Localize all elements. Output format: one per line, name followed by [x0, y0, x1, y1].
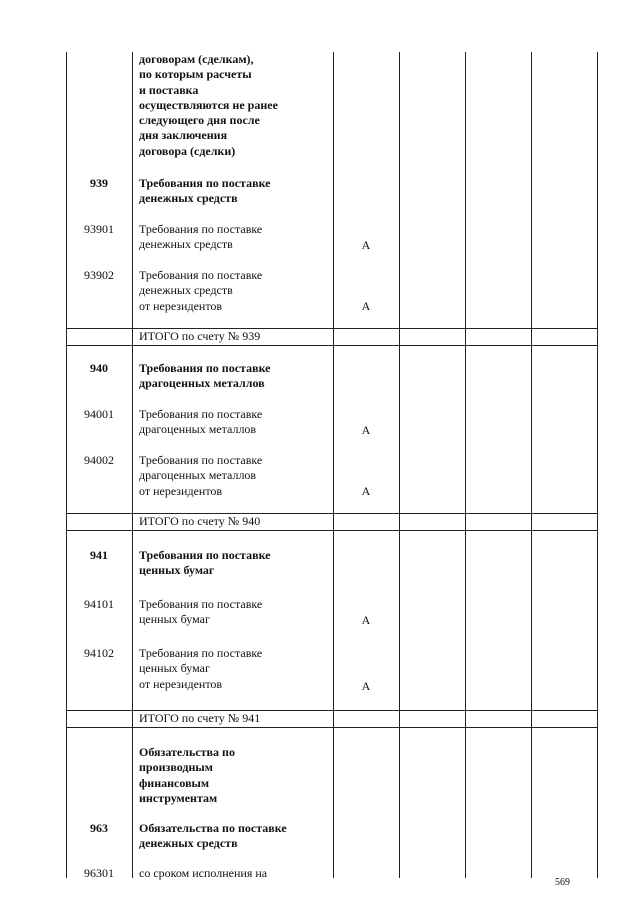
account-type-mark: А [361, 484, 371, 498]
column-rule [597, 52, 598, 878]
account-name: Требования по поставке денежных средств [139, 222, 263, 252]
column-rule [399, 52, 400, 878]
column-rule [465, 52, 466, 878]
total-label: ИТОГО по счету № 941 [139, 711, 261, 725]
account-code: 94102 [84, 646, 114, 660]
account-type-mark: А [361, 238, 371, 252]
account-type-mark: А [361, 679, 371, 693]
section-heading: Обязательства по производным финансовым инструментам [139, 745, 235, 805]
account-code: 94001 [84, 407, 114, 421]
account-name: Требования по поставке драгоценных металлов от нерезидентов [139, 453, 263, 498]
page-number: 569 [555, 877, 570, 888]
account-name: договорам (сделкам), по которым расчеты и поставка осуществляются не ранее следующего дня после дня заключения договора (сделки) [139, 52, 278, 158]
column-rule [132, 52, 133, 878]
column-rule [333, 52, 334, 878]
account-name: Требования по поставке денежных средств от нерезидентов [139, 268, 263, 313]
account-name: Требования по поставке ценных бумаг [139, 597, 263, 627]
row-rule [66, 530, 598, 531]
total-label: ИТОГО по счету № 939 [139, 329, 261, 343]
account-name: Требования по поставке денежных средств [139, 176, 271, 206]
account-code: 940 [90, 361, 108, 375]
account-name: Обязательства по поставке денежных средств [139, 821, 287, 851]
account-code: 93902 [84, 268, 114, 282]
account-name: Требования по поставке ценных бумаг [139, 548, 271, 578]
account-code: 93901 [84, 222, 114, 236]
account-type-mark: А [361, 299, 371, 313]
row-rule [66, 345, 598, 346]
row-rule [66, 727, 598, 728]
account-name: Требования по поставке ценных бумаг от нерезидентов [139, 646, 263, 691]
column-rule [531, 52, 532, 878]
account-code: 94101 [84, 597, 114, 611]
account-type-mark: А [361, 423, 371, 437]
account-code: 96301 [84, 866, 114, 880]
account-name: со сроком исполнения на [139, 866, 268, 880]
account-name: Требования по поставке драгоценных металлов [139, 407, 263, 437]
account-code: 963 [90, 821, 108, 835]
account-code: 939 [90, 176, 108, 190]
account-code: 941 [90, 548, 108, 562]
account-type-mark: А [361, 613, 371, 627]
account-name: Требования по поставке драгоценных металлов [139, 361, 271, 391]
total-label: ИТОГО по счету № 940 [139, 514, 261, 528]
account-code: 94002 [84, 453, 114, 467]
